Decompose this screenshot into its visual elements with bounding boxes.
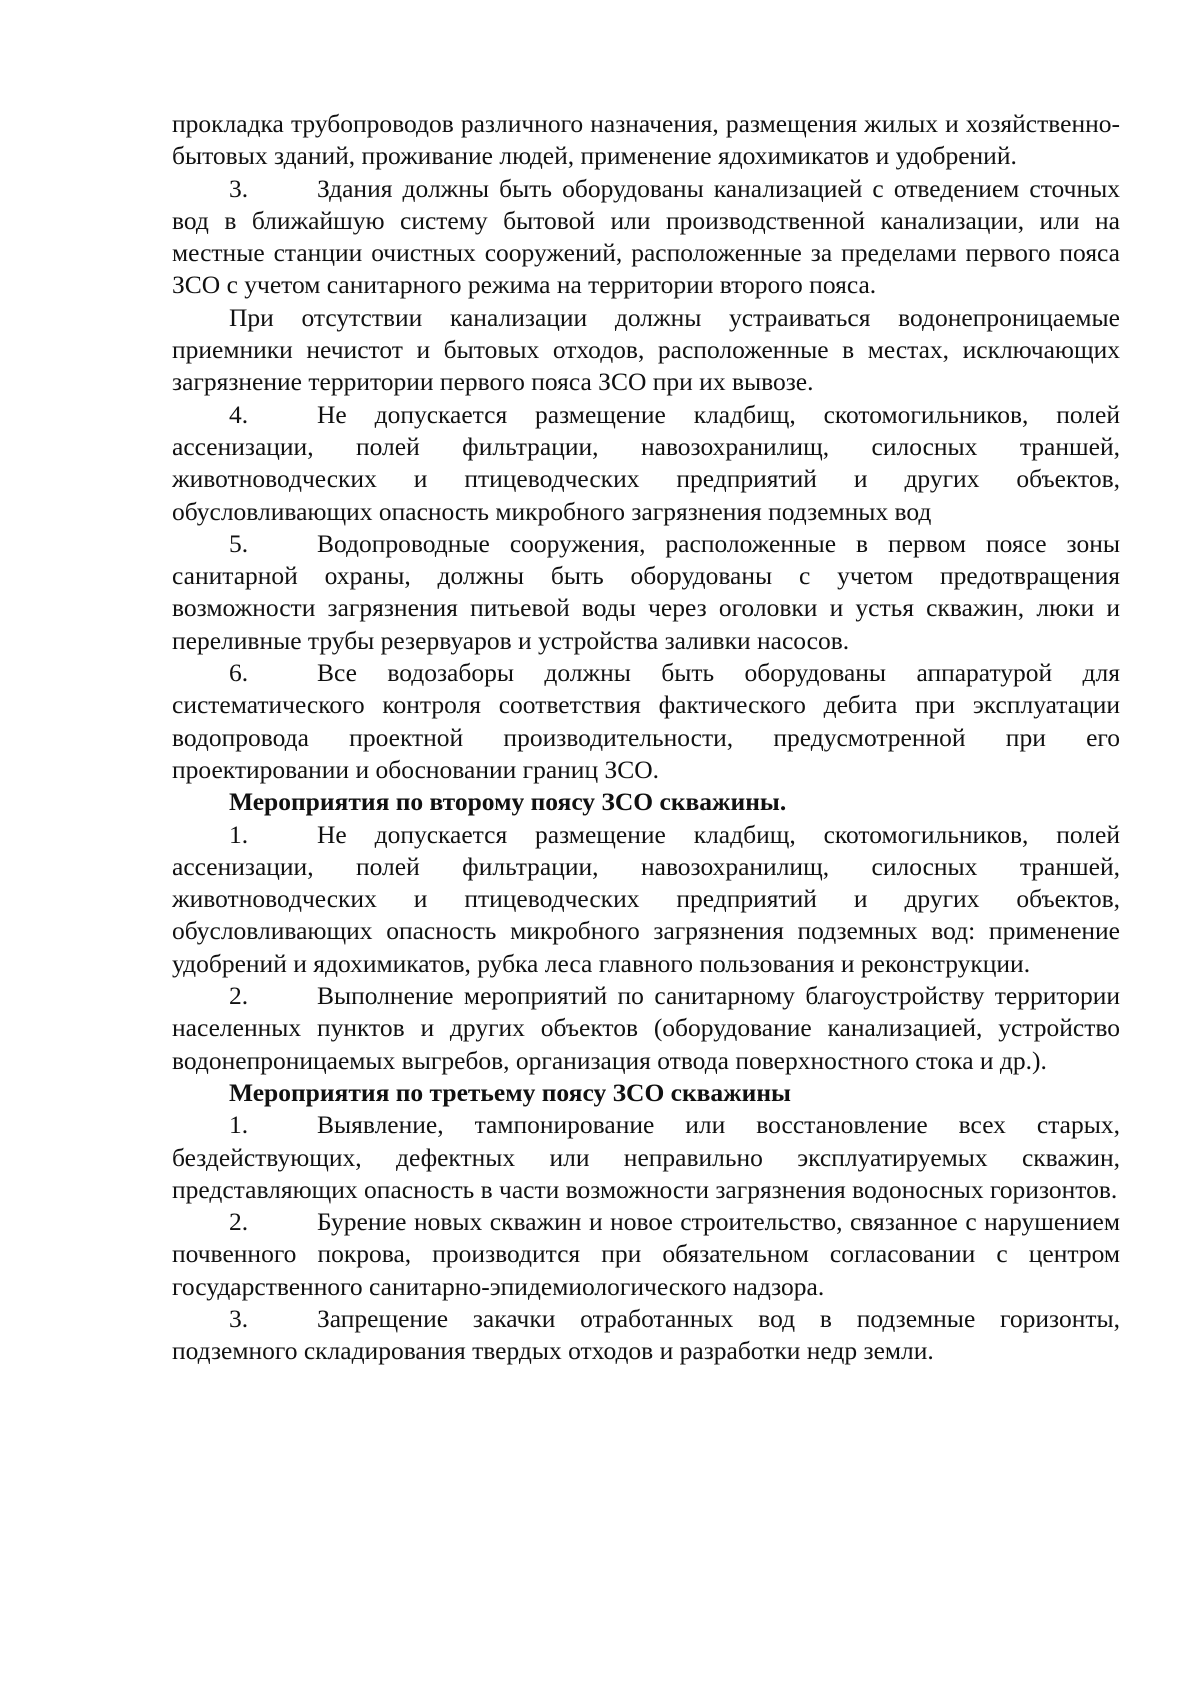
item-number: 4. — [229, 399, 249, 429]
item-number: 1. — [229, 819, 249, 849]
second-zone-heading: Мероприятия по второму поясу ЗСО скважины. — [229, 787, 787, 817]
third-zone-heading: Мероприятия по третьему поясу ЗСО скважины — [229, 1077, 791, 1107]
first-zone-item-4 — [172, 399, 1120, 528]
item-number: 2. — [229, 1207, 249, 1237]
intro-paragraph: прокладка трубопроводов различного назначения, размещения жилых и хозяйственно-бытовых зданий, проживание людей, применение ядохимикатов и удобрений. — [172, 109, 1120, 171]
item-text: Запрещение закачки отработанных вод в подземные горизонты, подземного складирования твердых отходов и разработки недр земли. — [172, 1303, 1120, 1366]
item-number: 3. — [229, 173, 249, 203]
first-zone-item-6 — [172, 657, 1120, 786]
item-text: Бурение новых скважин и новое строительство, связанное с нарушением почвенного покрова, производится при обязательном согласовании с центром государственного санитарно-эпидемиологического надзора. — [172, 1207, 1120, 1301]
second-zone-item-1 — [172, 819, 1120, 980]
item-number: 5. — [229, 528, 249, 558]
first-zone-item-5 — [172, 528, 1120, 657]
item-number: 2. — [229, 981, 249, 1011]
item-text: Здания должны быть оборудованы канализацией с отведением сточных вод в ближайшую систему бытовой или производственной канализации, или на местные станции очистных сооружений, расположенные за пределами первого пояса ЗСО с учетом санитарного режима на территории второго пояса. — [172, 173, 1120, 300]
item-text: Выполнение мероприятий по санитарному благоустройству территории населенных пунктов и других объектов (оборудование канализацией, устройство водонепроницаемых выгребов, организация отвода поверхностного стока и др.). — [172, 981, 1120, 1075]
item-text: Водопроводные сооружения, расположенные в первом поясе зоны санитарной охраны, должны быть оборудованы с учетом предотвращения возможности загрязнения питьевой воды через оголовки и устья скважин, люки и переливные трубы резервуаров и устройства заливки насосов. — [172, 528, 1120, 655]
item-number: 6. — [229, 658, 249, 688]
document-page — [172, 108, 1120, 1368]
item-text: Не допускается размещение кладбищ, скотомогильников, полей ассенизации, полей фильтрации, навозохранилищ, силосных траншей, животноводческих и птицеводческих предприятий и других объектов, обусловливающих опасность микробного загрязнения подземных вод — [172, 399, 1120, 526]
item-text: Все водозаборы должны быть оборудованы аппаратурой для систематического контроля соответствия фактического дебита при эксплуатации водопровода проектной производительности, предусмотренной при его проектировании и обосновании границ ЗСО. — [172, 658, 1120, 784]
third-zone-item-1 — [172, 1109, 1120, 1206]
second-zone-item-2 — [172, 980, 1120, 1077]
item-text: Выявление, тампонирование или восстановление всех старых, бездействующих, дефектных или неправильно эксплуатируемых скважин, представляющих опасность в части возможности загрязнения водоносных горизонтов. — [172, 1110, 1120, 1204]
first-zone-item-3 — [172, 173, 1120, 302]
third-zone-item-2 — [172, 1206, 1120, 1303]
item-text: Не допускается размещение кладбищ, скотомогильников, полей ассенизации, полей фильтрации, навозохранилищ, силосных траншей, животноводческих и птицеводческих предприятий и других объектов, обусловливающих опасность микробного загрязнения подземных вод: применение удобрений и ядохимикатов, рубка леса главного пользования и реконструкции. — [172, 819, 1120, 978]
third-zone-item-3 — [172, 1303, 1120, 1368]
first-zone-paragraph: При отсутствии канализации должны устраиваться водонепроницаемые приемники нечистот и бытовых отходов, расположенные в местах, исключающих загрязнение территории первого пояса ЗСО при их вывозе. — [172, 302, 1120, 397]
item-number: 1. — [229, 1110, 249, 1140]
item-number: 3. — [229, 1303, 249, 1333]
